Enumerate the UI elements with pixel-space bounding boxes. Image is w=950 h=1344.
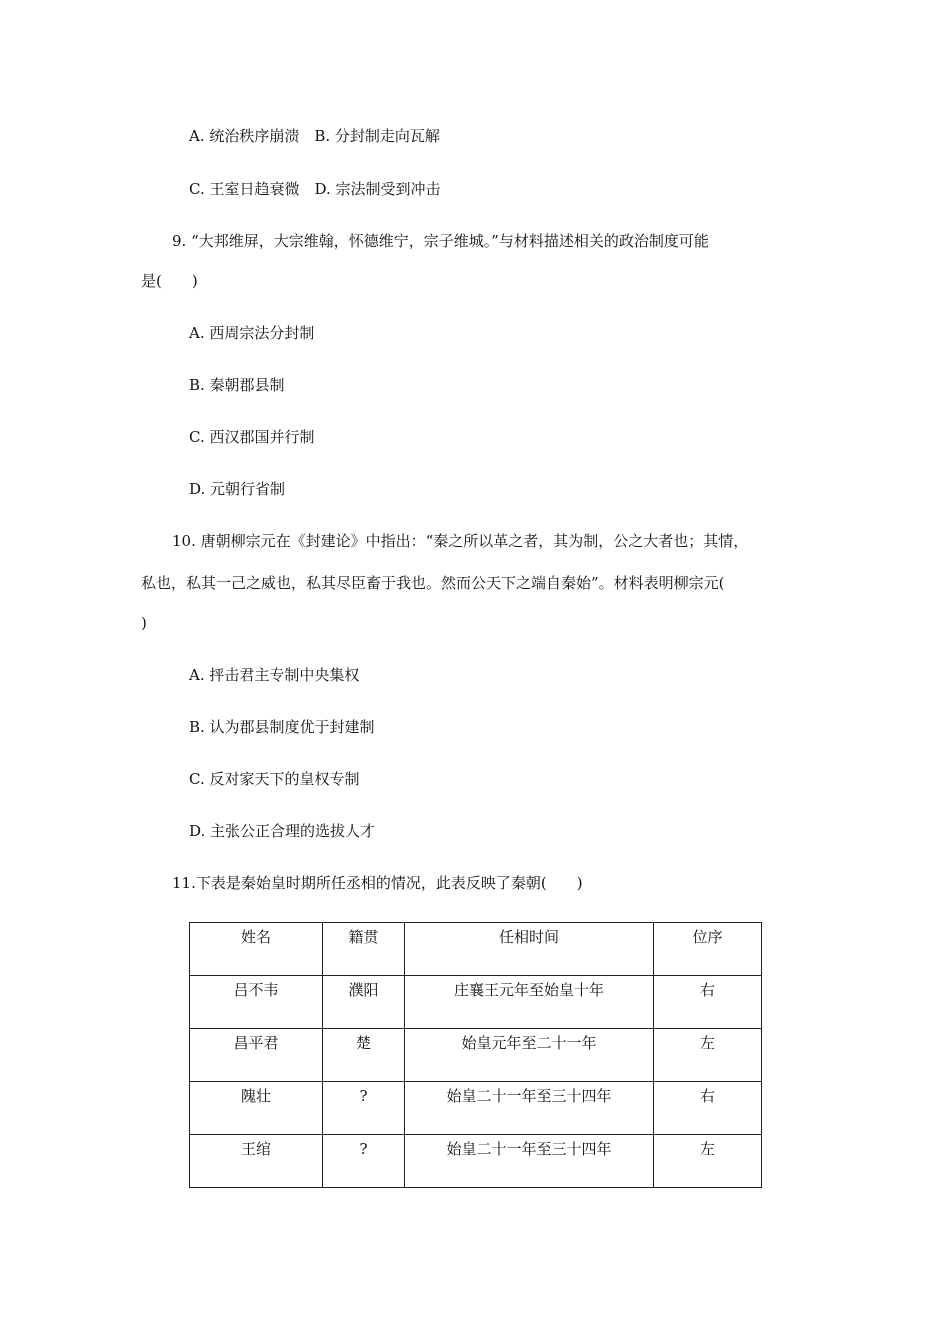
table-header-row (190, 923, 762, 976)
table-row (190, 1082, 762, 1135)
q9-stem-line-1: 9. “大邦维屏，大宗维翰，怀德维宁，宗子维城。”与材料描述相关的政治制度可能 (172, 232, 709, 250)
q10-stem-line-1: 10. 唐朝柳宗元在《封建论》中指出：“秦之所以革之者，其为制，公之大者也；其情， (172, 532, 749, 550)
q9-option-a: A. 西周宗法分封制 (189, 324, 315, 342)
q9-option-b: B. 秦朝郡县制 (189, 376, 285, 394)
table-row (190, 1135, 762, 1188)
q8-options-line-2: C. 王室日趋衰微 D. 宗法制受到冲击 (189, 180, 441, 198)
table-cell-origin: ? (323, 1082, 405, 1135)
table-header-cell: 位序 (654, 923, 762, 976)
table-header-cell: 姓名 (190, 923, 323, 976)
q9-stem-line-2: 是( ) (141, 272, 198, 290)
q10-option-d: D. 主张公正合理的选拔人才 (189, 822, 376, 840)
chancellor-table (189, 922, 762, 1188)
q10-stem-line-3: ) (141, 614, 147, 632)
table-cell-rank: 右 (654, 1082, 762, 1135)
table-cell-rank: 左 (654, 1135, 762, 1188)
q10-option-b: B. 认为郡县制度优于封建制 (189, 718, 375, 736)
table-cell-origin: 濮阳 (323, 976, 405, 1029)
table-row (190, 1029, 762, 1082)
table-cell-name: 隗壮 (190, 1082, 323, 1135)
table-header-cell: 籍贯 (323, 923, 405, 976)
q9-option-d: D. 元朝行省制 (189, 480, 286, 498)
table-cell-origin: ? (323, 1135, 405, 1188)
q8-options-line-1: A. 统治秩序崩溃 B. 分封制走向瓦解 (189, 127, 440, 145)
q10-stem-line-2: 私也，私其一己之威也，私其尽臣畜于我也。然而公天下之端自秦始”。材料表明柳宗元( (141, 574, 725, 592)
q11-stem: 11.下表是秦始皇时期所任丞相的情况，此表反映了秦朝( ) (172, 874, 583, 892)
table-cell-term: 始皇元年至二十一年 (405, 1029, 654, 1082)
table-header-cell: 任相时间 (405, 923, 654, 976)
table-cell-term: 庄襄王元年至始皇十年 (405, 976, 654, 1029)
table-cell-term: 始皇二十一年至三十四年 (405, 1082, 654, 1135)
table-cell-name: 王绾 (190, 1135, 323, 1188)
table-cell-rank: 右 (654, 976, 762, 1029)
table-row (190, 976, 762, 1029)
table-cell-name: 吕不韦 (190, 976, 323, 1029)
table-cell-term: 始皇二十一年至三十四年 (405, 1135, 654, 1188)
q9-option-c: C. 西汉郡国并行制 (189, 428, 315, 446)
table-cell-name: 昌平君 (190, 1029, 323, 1082)
table-cell-origin: 楚 (323, 1029, 405, 1082)
q10-option-a: A. 抨击君主专制中央集权 (189, 666, 360, 684)
table-cell-rank: 左 (654, 1029, 762, 1082)
q10-option-c: C. 反对家天下的皇权专制 (189, 770, 360, 788)
